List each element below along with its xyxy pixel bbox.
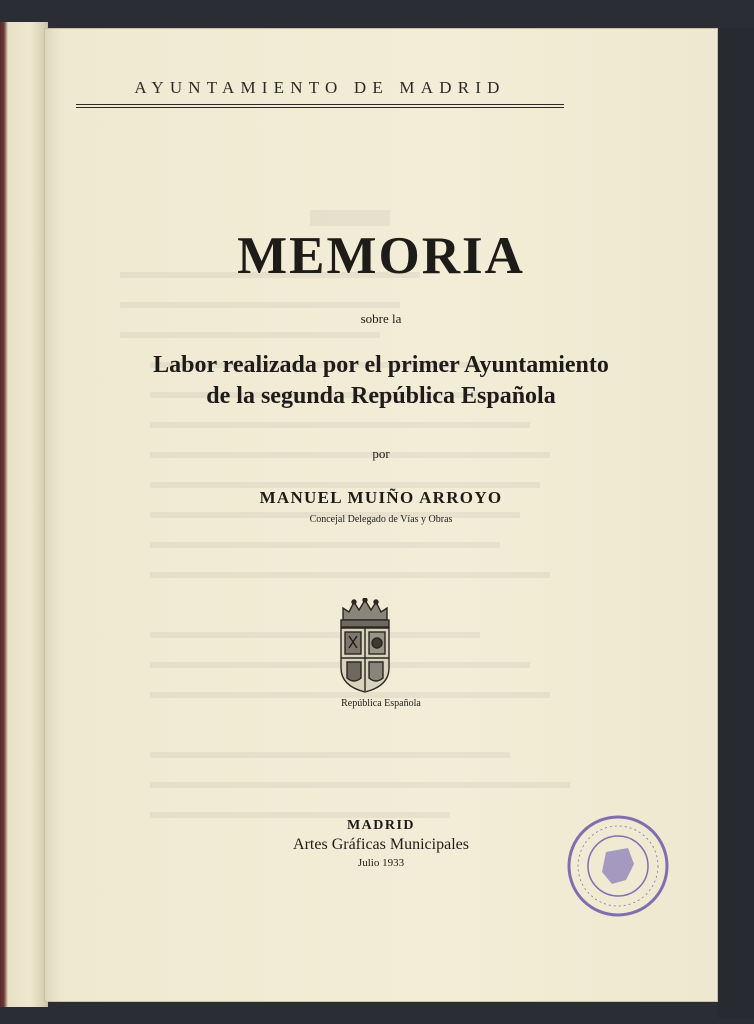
author-name: MANUEL MUIÑO ARROYO — [259, 488, 503, 507]
coat-of-arms-drawing — [335, 598, 395, 698]
subtitle-line-1: Labor realizada por el primer Ayuntamiento — [153, 352, 609, 378]
subtitle-line-2: de la segunda República Española — [206, 383, 556, 409]
masthead — [76, 78, 564, 108]
library-stamp-drawing — [566, 814, 670, 918]
imprint-date: Julio 1933 — [357, 857, 405, 869]
subtitle — [44, 350, 718, 412]
title-connector: sobre la — [360, 311, 402, 326]
library-stamp-icon — [566, 814, 670, 918]
by-label: por — [372, 446, 390, 461]
previous-page-edge — [0, 22, 48, 1007]
right-background — [718, 28, 754, 1018]
author-role: Concejal Delegado de Vías y Obras — [309, 514, 453, 525]
main-title: MEMORIA — [237, 227, 525, 285]
emblem-caption: República Española — [341, 698, 421, 709]
masthead-rule — [76, 104, 564, 108]
coat-of-arms-icon — [335, 598, 395, 698]
masthead-title: AYUNTAMIENTO DE MADRID — [134, 78, 506, 97]
imprint-city: MADRID — [346, 818, 416, 833]
imprint-printer: Artes Gráficas Municipales — [293, 836, 469, 853]
